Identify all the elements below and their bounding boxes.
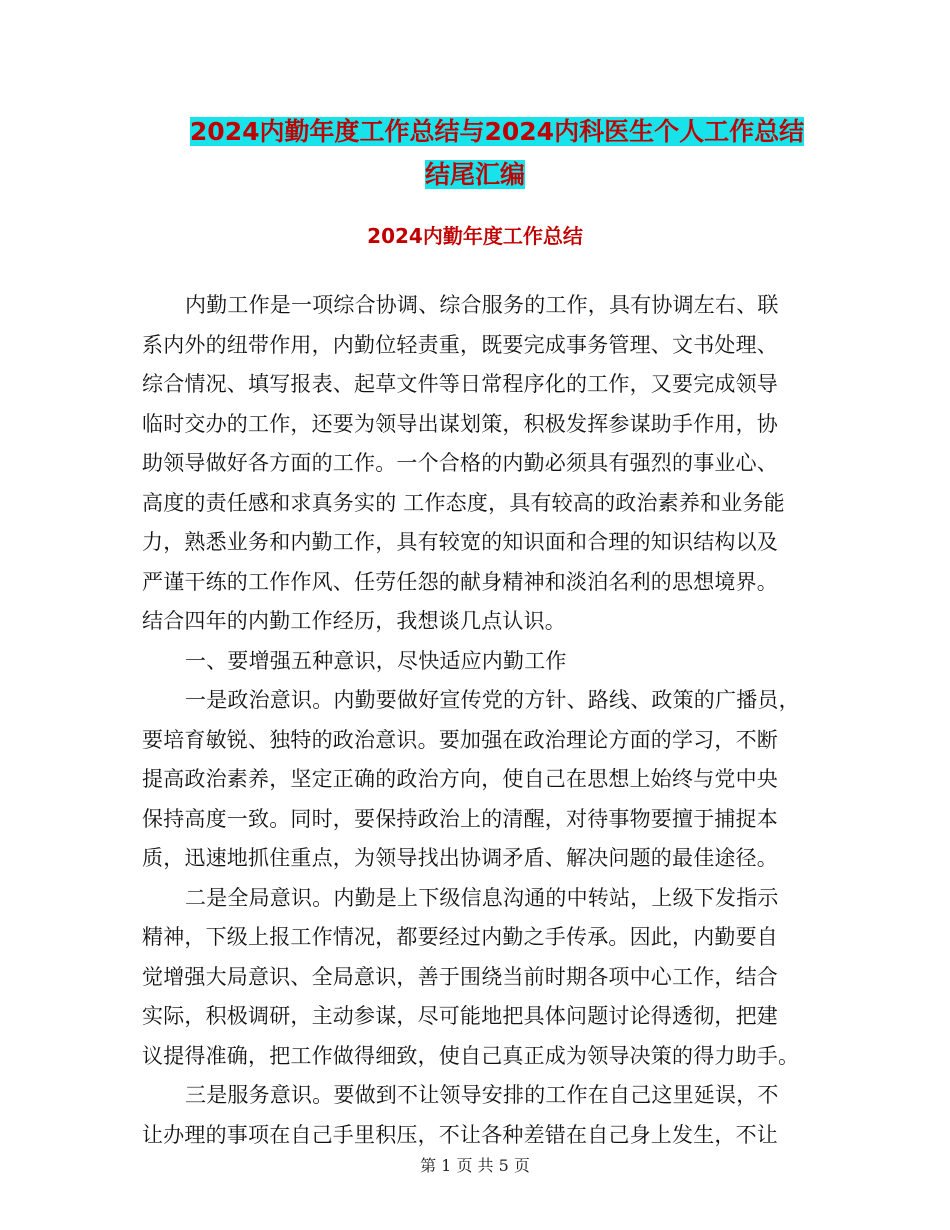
body-line: 觉增强大局意识、全局意识，善于围绕当前时期各项中心工作，结合 <box>142 964 778 989</box>
body-line: 助领导做好各方面的工作。一个合格的内勤必须具有强烈的事业心、 <box>142 451 778 475</box>
section-title: 2024内勤年度工作总结 <box>367 224 583 248</box>
subheading: 一、要增强五种意识，尽快适应内勤工作 <box>185 648 567 673</box>
body-line: 要培育敏锐、独特的政治意识。要加强在政治理论方面的学习，不断 <box>142 727 778 752</box>
body-line: 高度的责任感和求真务实的 工作态度，具有较高的政治素养和业务能 <box>142 490 785 515</box>
body-line: 实际，积极调研，主动参谋，尽可能地把具体问题讨论得透彻，把建 <box>142 1004 778 1028</box>
body-line: 让办理的事项在自己手里积压，不让各种差错在自己身上发生，不让 <box>142 1122 778 1147</box>
body-line: 三是服务意识。要做到不让领导安排的工作在自己这里延误，不 <box>185 1083 779 1107</box>
body-line: 力，熟悉业务和内勤工作，具有较宽的知识面和合理的知识结构以及 <box>142 530 778 554</box>
body-line: 提高政治素养，坚定正确的政治方向，使自己在思想上始终与党中央 <box>142 767 778 791</box>
body-line: 一是政治意识。内勤要做好宣传党的方针、路线、政策的广播员， <box>185 688 800 712</box>
document-title-line-1: 2024内勤年度工作总结与2024内科医生个人工作总结 <box>189 117 805 146</box>
body-line: 质，迅速地抓住重点，为领导找出协调矛盾、解决问题的最佳途径。 <box>142 846 778 870</box>
page-footer: 第 1 页 共 5 页 <box>420 1156 530 1175</box>
body-line: 结合四年的内勤工作经历，我想谈几点认识。 <box>142 609 566 633</box>
body-line: 临时交办的工作，还要为领导出谋划策，积极发挥参谋助手作用，协 <box>142 411 778 436</box>
body-line: 议提得准确，把工作做得细致，使自己真正成为领导决策的得力助手。 <box>142 1043 800 1068</box>
body-line: 综合情况、填写报表、起草文件等日常程序化的工作，又要完成领导 <box>142 372 778 396</box>
body-line: 精神，下级上报工作情况，都要经过内勤之手传承。因此，内勤要自 <box>142 925 778 949</box>
body-line: 系内外的纽带作用，内勤位轻责重，既要完成事务管理、文书处理、 <box>142 332 778 357</box>
body-line: 二是全局意识。内勤是上下级信息沟通的中转站，上级下发指示 <box>185 885 779 910</box>
body-line: 保持高度一致。同时，要保持政治上的清醒，对待事物要擅于捕捉本 <box>142 806 778 831</box>
body-line: 严谨干练的工作作风、任劳任怨的献身精神和淡泊名利的思想境界。 <box>142 569 778 594</box>
document-title-line-2: 结尾汇编 <box>424 160 525 189</box>
body-line: 内勤工作是一项综合协调、综合服务的工作，具有协调左右、联 <box>185 293 779 317</box>
